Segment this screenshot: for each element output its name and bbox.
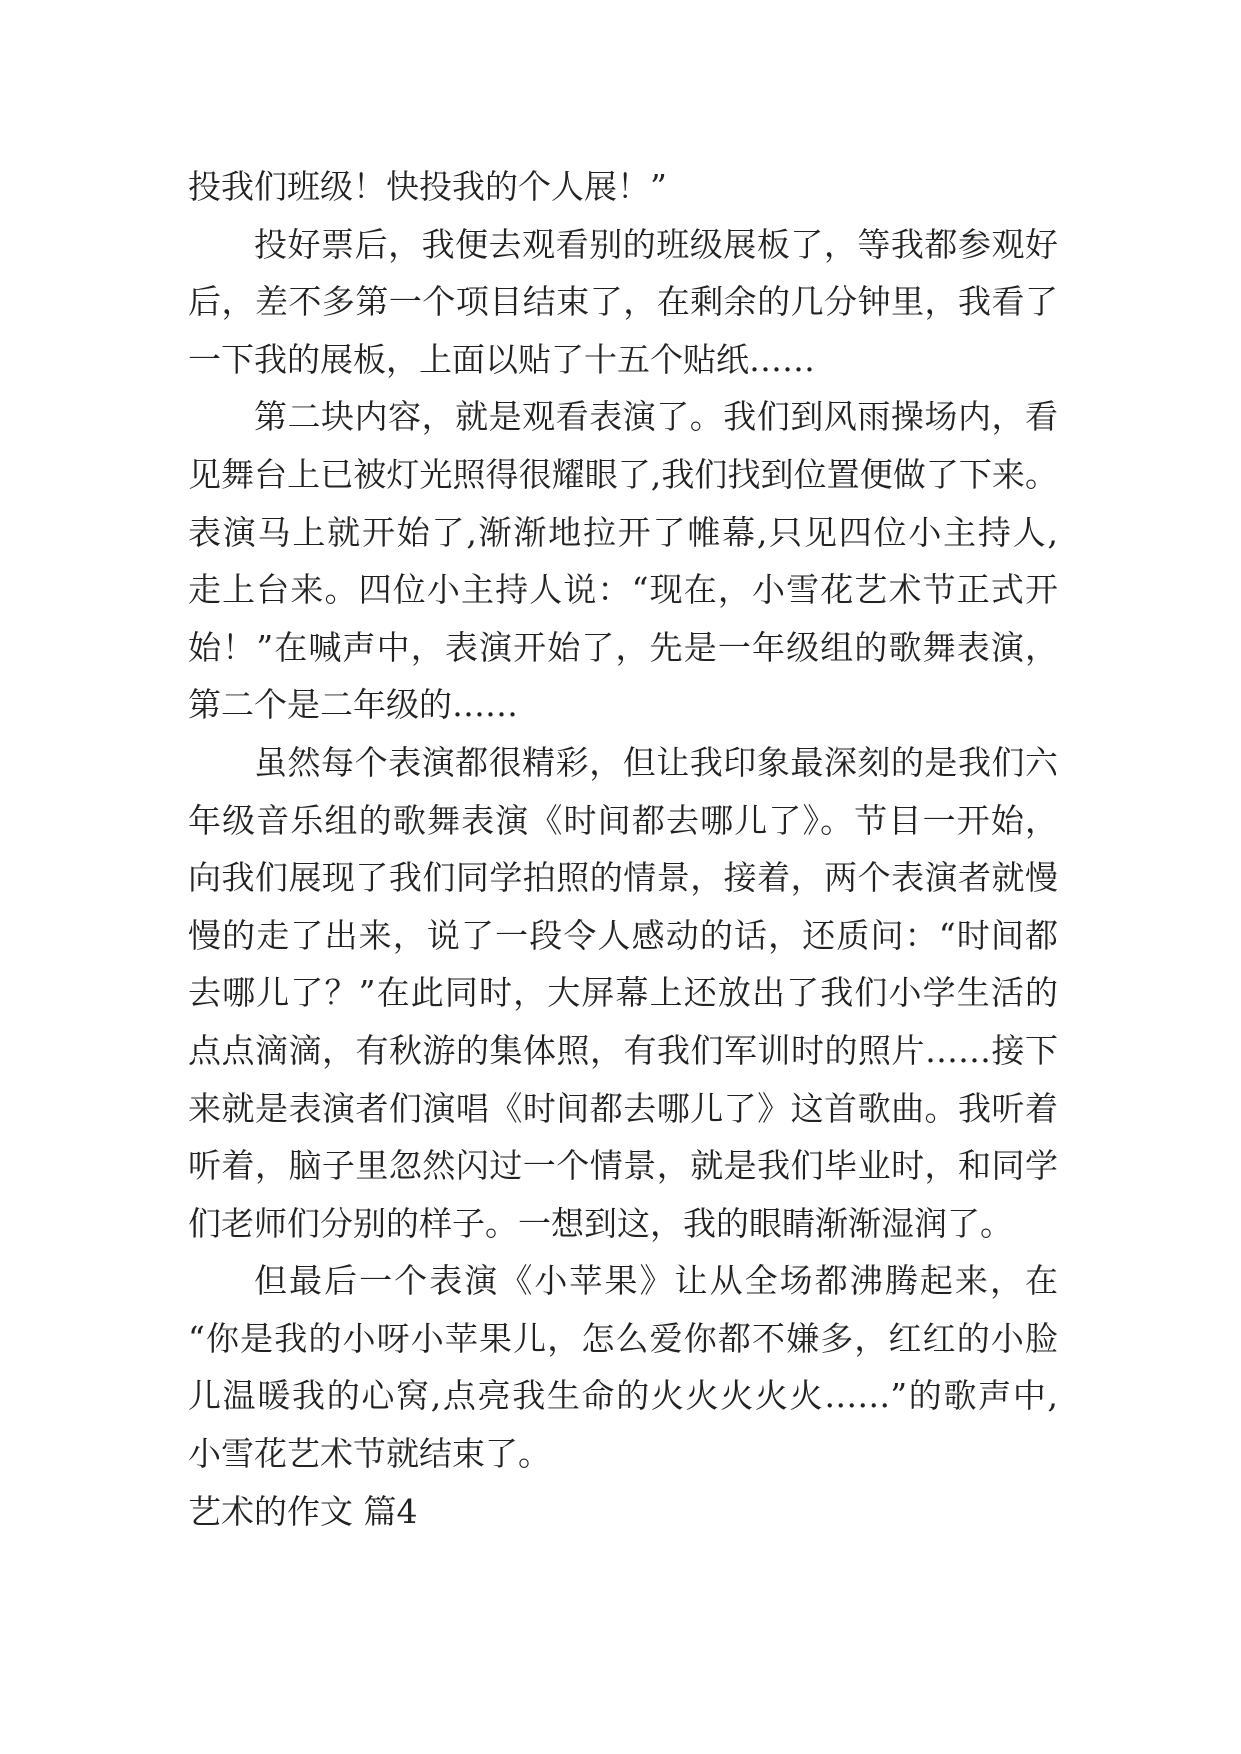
text-line: 去哪儿了？”在此同时，大屏幕上还放出了我们小学生活的	[188, 973, 1058, 1013]
document-body	[188, 158, 1058, 1540]
text-line: 第二块内容，就是观看表演了。我们到风雨操场内，看	[254, 397, 1058, 437]
text-line: 一下我的展板，上面以贴了十五个贴纸……	[188, 339, 815, 379]
text-line: “你是我的小呀小苹果儿，怎么爱你都不嫌多，红红的小脸	[188, 1318, 1058, 1358]
text-line: 走上台来。四位小主持人说：“现在，小雪花艺术节正式开	[188, 570, 1058, 610]
paragraph	[188, 734, 1058, 1252]
section-heading: 艺术的作文 篇4	[188, 1491, 418, 1531]
text-line: 见舞台上已被灯光照得很耀眼了,我们找到位置便做了下来。	[188, 454, 1058, 494]
paragraph	[188, 388, 1058, 734]
paragraph	[188, 216, 1058, 389]
text-line: 慢的走了出来，说了一段令人感动的话，还质问：“时间都	[188, 915, 1058, 955]
text-line: 们老师们分别的样子。一想到这，我的眼睛渐渐湿润了。	[188, 1203, 1013, 1243]
text-line: 虽然每个表演都很精彩，但让我印象最深刻的是我们六	[254, 742, 1058, 782]
text-line: 投好票后，我便去观看别的班级展板了，等我都参观好	[254, 224, 1058, 264]
text-line: 但最后一个表演《小苹果》让从全场都沸腾起来，在	[254, 1261, 1058, 1301]
text-line: 后，差不多第一个项目结束了，在剩余的几分钟里，我看了	[188, 282, 1058, 322]
text-line: 小雪花艺术节就结束了。	[188, 1434, 551, 1474]
text-line: 表演马上就开始了,渐渐地拉开了帷幕,只见四位小主持人,	[188, 512, 1058, 552]
text-line: 向我们展现了我们同学拍照的情景，接着，两个表演者就慢	[188, 858, 1058, 898]
text-line: 始！”在喊声中，表演开始了，先是一年级组的歌舞表演，	[188, 627, 1058, 667]
text-line: 第二个是二年级的……	[188, 685, 518, 725]
paragraph	[188, 158, 1058, 216]
text-line: 听着，脑子里忽然闪过一个情景，就是我们毕业时，和同学	[188, 1146, 1058, 1186]
text-line: 年级音乐组的歌舞表演《时间都去哪儿了》。节目一开始，	[188, 800, 1058, 840]
paragraph	[188, 1252, 1058, 1482]
text-line: 儿温暖我的心窝,点亮我生命的火火火火火……”的歌声中,	[188, 1376, 1058, 1416]
text-line: 投我们班级！快投我的个人展！”	[188, 167, 667, 206]
text-line: 点点滴滴，有秋游的集体照，有我们军训时的照片……接下	[188, 1030, 1058, 1070]
text-line: 来就是表演者们演唱《时间都去哪儿了》这首歌曲。我听着	[188, 1088, 1058, 1128]
